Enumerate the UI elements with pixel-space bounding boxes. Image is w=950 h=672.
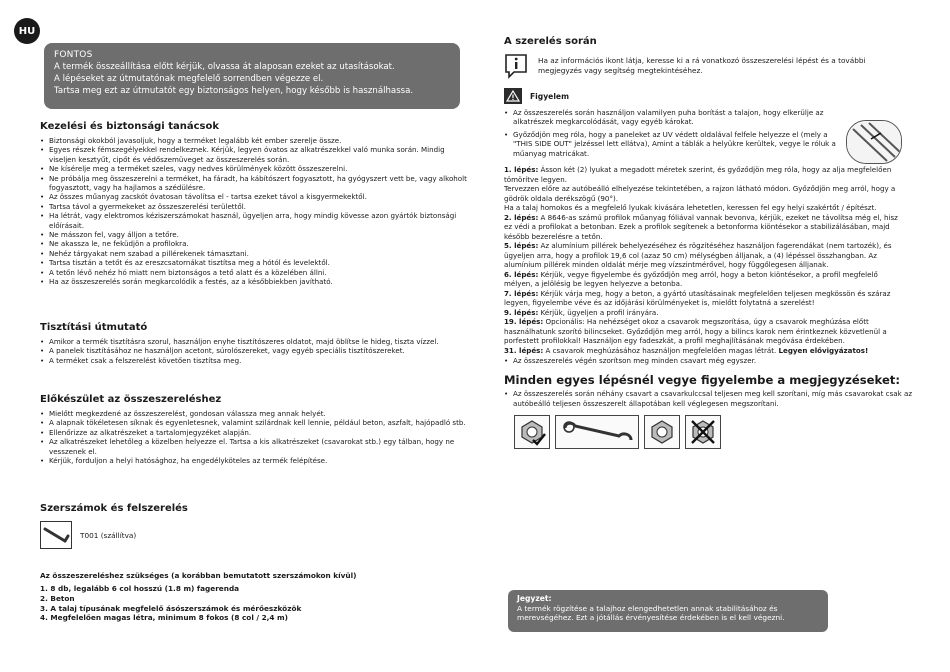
step: 19. lépés: Opcionális: Ha nehézséget okoz a csavarok megszorítása, úgy a csavarok meghúzása előtt használhatunk szorító bilincseket. Győződjön meg arról, hogy a bilincs karok nem érintkeznek közvetlenül a porfestett profilokkal! Használjon egy fadeszkát, a profil meghajlításának megóvása érdekében. <box>504 317 887 346</box>
prep-section <box>40 394 470 465</box>
safety-title: Kezelési és biztonsági tanácsok <box>40 121 219 132</box>
requirements-title: Az összeszereléshez szükséges (a korábban bemutatott szerszámokon kívül) <box>40 571 357 580</box>
tool-item <box>40 521 470 549</box>
step: Ha a talaj homokos és a megfelelő lyukak kivására lehetetlen, keressen fel egy helyi szakértőt / építészt. <box>504 203 877 213</box>
list-item: • Biztonsági okokból javasoljuk, hogy a terméket legalább két ember szerelje össze. <box>40 136 470 145</box>
illustration-row <box>514 415 914 449</box>
info-icon <box>504 53 528 79</box>
step: 1. lépés: Ásson két (2) lyukat a megadott méretek szerint, és győződjön meg róla, hogy az alja megfelelően tömörítve legyen. <box>504 165 892 184</box>
requirements-list <box>40 584 470 623</box>
step: 2. lépés: A 8646-as számú profilok műanyag fóliával vannak bevonva, kérjük, ezeket ne távolítsa még el, hisz ez védi a profilokat a betonban. Ezek a profilok segítenek a betonforma kiöntésekor a stabilizálásában, majd később bezerelésre a tetőn. <box>504 212 898 241</box>
requirement-item: 3. A talaj típusának megfelelő ásószerszámok és mérőeszközök <box>40 603 302 613</box>
list-item: • Győződjön meg róla, hogy a paneleket az UV védett oldalával felfele helyezze el (mely a "THIS SIDE OUT" jelzéssel lett ellátva), Amint a táblák a helyükre kerültek, vegye le róluk a műanyag matricákat. <box>504 130 839 158</box>
info-text: Ha az információs ikont látja, keresse ki a rá vonatkozó összeszerelési lépést és a további megjegyzés vagy segítség megtekintéséhez. <box>538 56 866 75</box>
note-box <box>508 590 828 632</box>
final-list <box>504 356 914 365</box>
assembly-title: A szerelés során <box>504 36 597 47</box>
nut-check-icon <box>514 415 550 449</box>
requirement-item: 2. Beton <box>40 593 75 603</box>
list-item: • Ne próbálja meg összeszerelni a terméket, ha fáradt, ha kábítószert fogyasztott, ha gyógyszert vett be, vagy alkoholt fogyasztott, vagy ha hajlamos a szédülésre. <box>40 174 470 193</box>
step: 9. lépés: Kérjük, ügyeljen a profil irányára. <box>504 307 659 317</box>
notice-line: A lépéseket az útmutatónak megfelelő sorrendben végezze el. <box>54 74 324 84</box>
note-title: Jegyzet: <box>517 594 552 603</box>
tools-title: Szerszámok és felszerelés <box>40 503 188 514</box>
list-item: • Mielőtt megkezdené az összeszerelést, gondosan válassza meg annak helyét. <box>40 409 470 418</box>
list-item: • Tartsa tisztán a tetőt és az ereszcsatornákat tisztítsa meg a hótól és levelektől. <box>40 258 470 267</box>
list-item: • A tetőn lévő nehéz hó miatt nem biztonságos a tető alatt és a közelében állni. <box>40 268 470 277</box>
important-notice <box>44 43 460 109</box>
list-item: • Ha létrát, vagy elektromos kéziszerszámokat használ, ügyeljen arra, hogy mindig kövesse azon gyártók biztonsági előírásait. <box>40 211 470 230</box>
list-item: • Az összes műanyag zacskót óvatosan távolítsa el - tartsa ezeket távol a kisgyermekektől. <box>40 192 470 201</box>
tools-section <box>40 503 470 623</box>
requirement-item: 1. 8 db, legalább 6 col hosszú (1.8 m) fagerenda <box>40 584 240 593</box>
info-row <box>504 53 914 79</box>
wrench-icon <box>555 415 639 449</box>
list-item: • A alapnak tökéletesen síknak és egyenletesnek, valamint szilárdnak kell lennie, például beton, aszfalt, hajópadló stb. <box>40 418 470 427</box>
step: 7. lépés: Kérjük várja meg, hogy a beton, a gyártó utasításainak megfelelően teljesen megkössön és száraz legyen, figyelembe véve és az időjárási körülményeket is, mielőtt folytatná a szerelést! <box>504 288 891 308</box>
safety-section <box>40 121 470 287</box>
nut-icon <box>644 415 680 449</box>
list-item: • Az alkatrészeket lehetőleg a közelben helyezze el. Tartsa a kis alkatrészeket (csavarokat stb.) egy tálban, hogy ne vesszenek el. <box>40 437 470 456</box>
list-item: • Ha az összeszerelés során megkarcolódik a festés, az a későbbiekben javítható. <box>40 277 470 286</box>
list-item: • Ne kísérelje meg a terméket szeles, vagy nedves körülmények között összeszerelni. <box>40 164 470 173</box>
list-item: • Az összeszerelés során használjon valamilyen puha borítást a talajon, hogy elkerülje az alkatrészek megkarcolódását, vagy egyéb károkat. <box>504 108 839 127</box>
safety-list <box>40 136 470 287</box>
list-item: • A terméket csak a felszerelést követően tisztítsa meg. <box>40 356 470 365</box>
language-badge: HU <box>14 18 40 44</box>
step: 6. lépés: Kérjük, vegye figyelembe és győződjön meg arról, hogy a beton kiöntésekor, a profil megfelelő mélyen, a jelölésig be legyen helyezve a betonba. <box>504 269 878 289</box>
nut-crossed-icon <box>685 415 721 449</box>
prep-title: Előkészület az összeszereléshez <box>40 394 222 405</box>
panel-side-illustration <box>846 120 902 164</box>
requirement-item: 4. Megfelelően magas létra, minimum 8 fokos (8 col / 2,4 m) <box>40 613 288 623</box>
list-item: • Ellenőrizze az alkatrészeket a tartalomjegyzéket alapján. <box>40 428 470 437</box>
warning-list <box>504 108 839 158</box>
list-item: • Egyes részek fémszegélyekkel rendelkeznek. Kérjük, legyen óvatos az alkatrészekkel való munka során. Mindig viseljen kesztyűt, cipőt és védőszemüveget az összeszerelés során. <box>40 145 470 164</box>
warning-title: Figyelem <box>530 91 569 101</box>
list-item: • Ne másszon fel, vagy álljon a tetőre. <box>40 230 470 239</box>
notice-line: Tartsa meg ezt az útmutatót egy biztonságos helyen, hogy később is használhassa. <box>54 86 414 96</box>
warning-header <box>504 88 914 104</box>
list-item: • Az összeszerelés végén szorítson meg minden csavart még egyszer. <box>504 356 914 365</box>
notice-title: FONTOS <box>54 50 93 60</box>
notes-list <box>504 389 914 408</box>
tool-label: T001 (szállítva) <box>80 530 137 540</box>
step: 31. lépés: A csavarok meghúzásához használjon megfelelően magas létrát. Legyen elővigyázatos! <box>504 345 869 355</box>
list-item: • Az összeszerelés során néhány csavart a csavarkulccsal teljesen meg kell szorítani, míg más csavarokat csak az autóbeálló teljesen összeszerelt állapotában kell véglegesen megszorítani. <box>504 389 914 408</box>
step: Tervezzen előre az autóbeálló elhelyezése tekintetében, a rajzon látható módon. Győződjön meg arról, hogy a gödrök oldala derékszögű (90°). <box>504 184 896 203</box>
list-item: • Nehéz tárgyakat nem szabad a pillérekenek támasztani. <box>40 249 470 258</box>
cleaning-section <box>40 322 470 365</box>
notice-line: A termék összeállítása előtt kérjük, olvassa át alaposan ezeket az utasításokat. <box>54 62 395 72</box>
step: 5. lépés: Az alumínium pillérek behelyezéséhez és rögzítéséhez használjon fagerendákat (nem tartozék), és ügyeljen arra, hogy a profilok 19,6 col (azaz 50 cm) mélységben álljanak, a (4) lépéssel összhangban. Az alumínium pillérek minden oldalát mérje meg vízszintmérővel, hogy függőlegesen álljanak. <box>504 241 892 270</box>
list-item: • Ne akassza le, ne feküdjön a profilokra. <box>40 239 470 248</box>
allen-key-icon <box>40 521 72 549</box>
notes-heading: Minden egyes lépésnél vegye figyelembe a megjegyzéseket: <box>504 373 900 388</box>
cleaning-title: Tisztítási útmutató <box>40 322 148 333</box>
assembly-section <box>504 36 914 449</box>
list-item: • A panelek tisztításához ne használjon acetont, súrolószereket, vagy egyéb speciális tisztítószereket. <box>40 346 470 355</box>
list-item: • Kérjük, forduljon a helyi hatósághoz, ha engedélyköteles az termék felépítése. <box>40 456 470 465</box>
cleaning-list <box>40 337 470 365</box>
note-text: A termék rögzítése a talajhoz elengedhetetlen annak stabilitásához és merevségéhez. Ezt a jótállás érvényesítése érdekében is el kell végezni. <box>517 603 785 623</box>
warning-icon <box>504 88 522 104</box>
steps-block <box>504 165 906 355</box>
list-item: • Tartsa távol a gyermekeket az összeszerelési területtől. <box>40 202 470 211</box>
list-item: • Amikor a termék tisztításra szorul, használjon enyhe tisztítószeres oldatot, majd öblítse le hideg, tiszta vízzel. <box>40 337 470 346</box>
prep-list <box>40 409 470 465</box>
